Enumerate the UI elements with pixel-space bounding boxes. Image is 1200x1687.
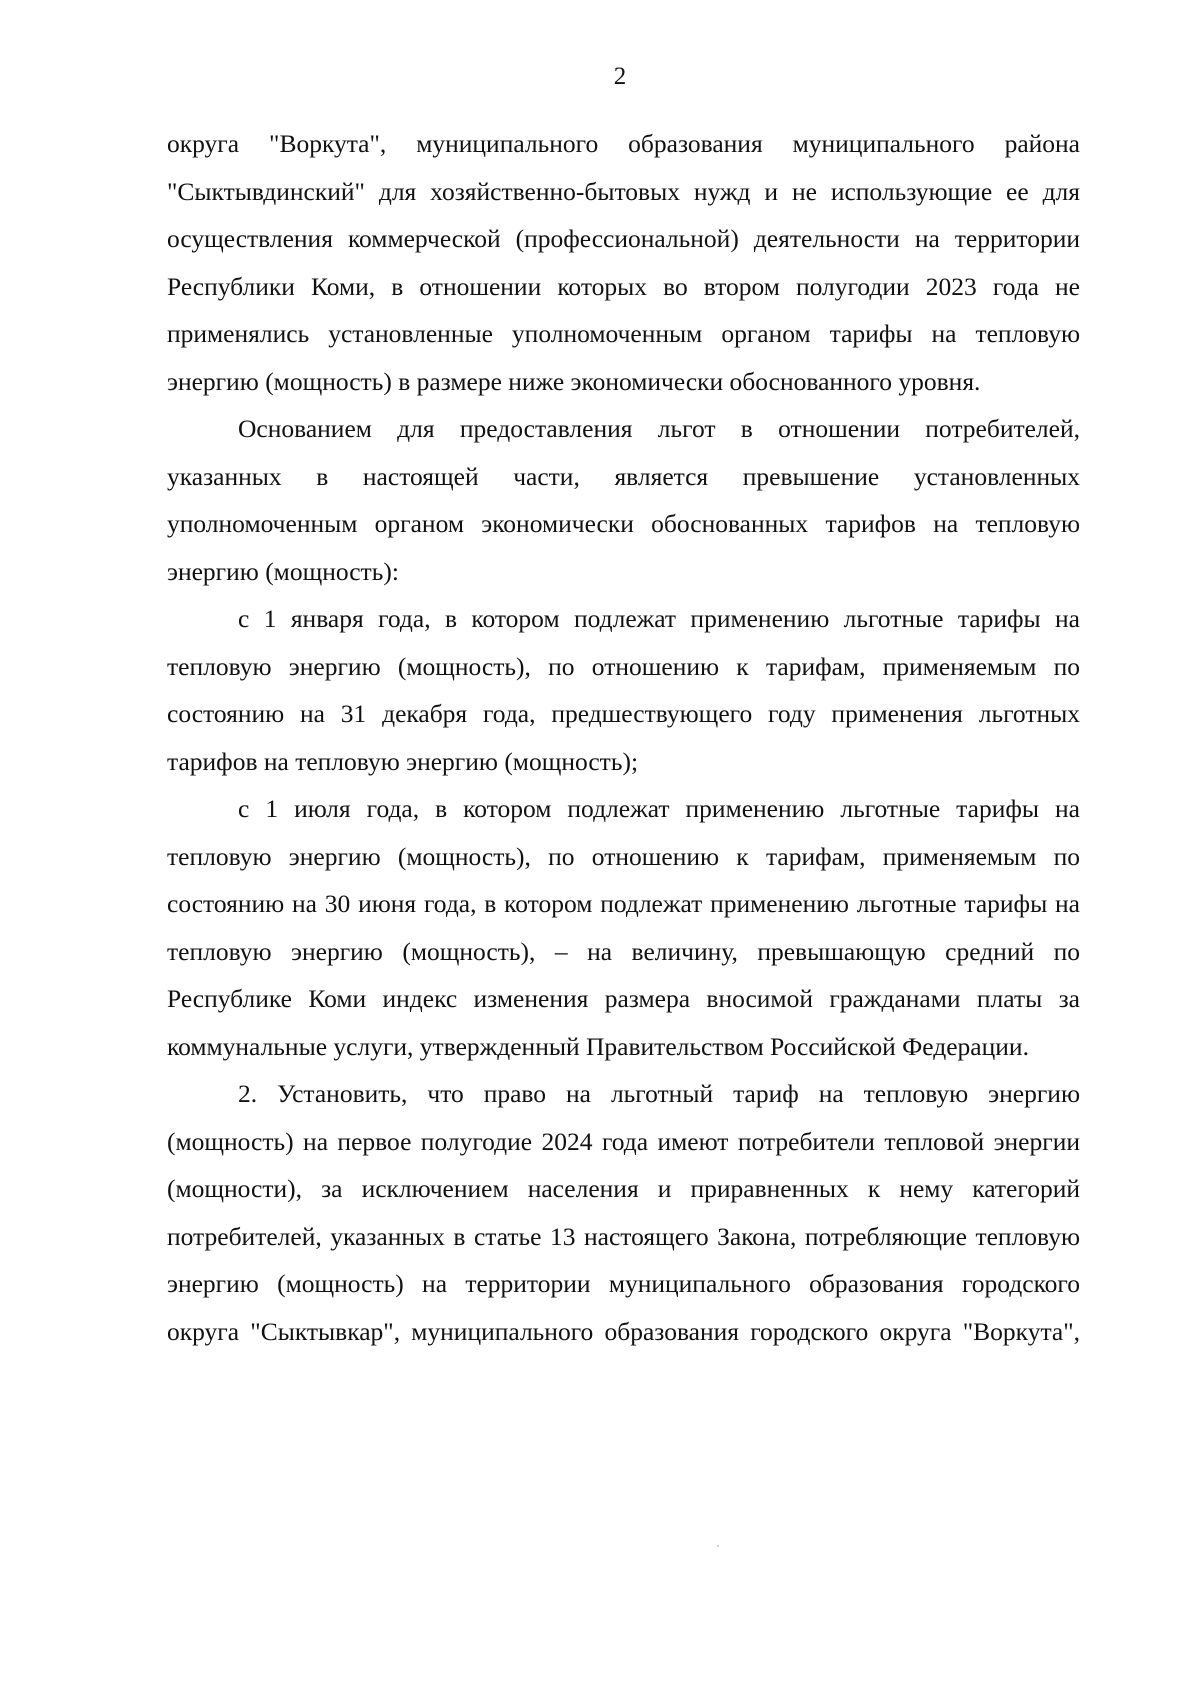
paragraph-july: с 1 июля года, в котором подлежат применению льготные тарифы на тепловую энергию (мощность), по отношению к тарифам, применяемым по состоянию на 30 июня года, в котором подлежат применению льготные тарифы на тепловую энергию (мощность), – на величину, превышающую средний по Республике Коми индекс изменения размера вносимой гражданами платы за коммунальные услуги, утвержденный Правительством Российской Федерации.: [167, 794, 1080, 1061]
paragraph-january: с 1 января года, в котором подлежат применению льготные тарифы на тепловую энергию (мощность), по отношению к тарифам, применяемым по состоянию на 31 декабря года, предшествующего году применения льготных тарифов на тепловую энергию (мощность);: [167, 604, 1080, 776]
document-body: [167, 120, 1080, 1355]
scan-speck: [717, 1545, 719, 1547]
paragraph-continuation: округа "Воркута", муниципального образования муниципального района "Сыктывдинский" для хозяйственно-бытовых нужд и не использующие ее для осуществления коммерческой (профессиональной) деятельности на территории Республики Коми, в отношении которых во втором полугодии 2023 года не применялись установленные уполномоченным органом тарифы на тепловую энергию (мощность) в размере ниже экономически обоснованного уровня.: [167, 129, 1080, 396]
paragraph-grounds: Основанием для предоставления льгот в отношении потребителей, указанных в настоящей части, является превышение установленных уполномоченным органом экономически обоснованных тарифов на тепловую энергию (мощность):: [167, 414, 1080, 586]
page-number: 2: [613, 63, 627, 90]
paragraph-item-2: 2. Установить, что право на льготный тариф на тепловую энергию (мощность) на первое полугодие 2024 года имеют потребители тепловой энергии (мощности), за исключением населения и приравненных к нему категорий потребителей, указанных в статье 13 настоящего Закона, потребляющие тепловую энергию (мощность) на территории муниципального образования городского округа "Сыктывкар", муниципального образования городского округа "Воркута",: [167, 1079, 1080, 1346]
